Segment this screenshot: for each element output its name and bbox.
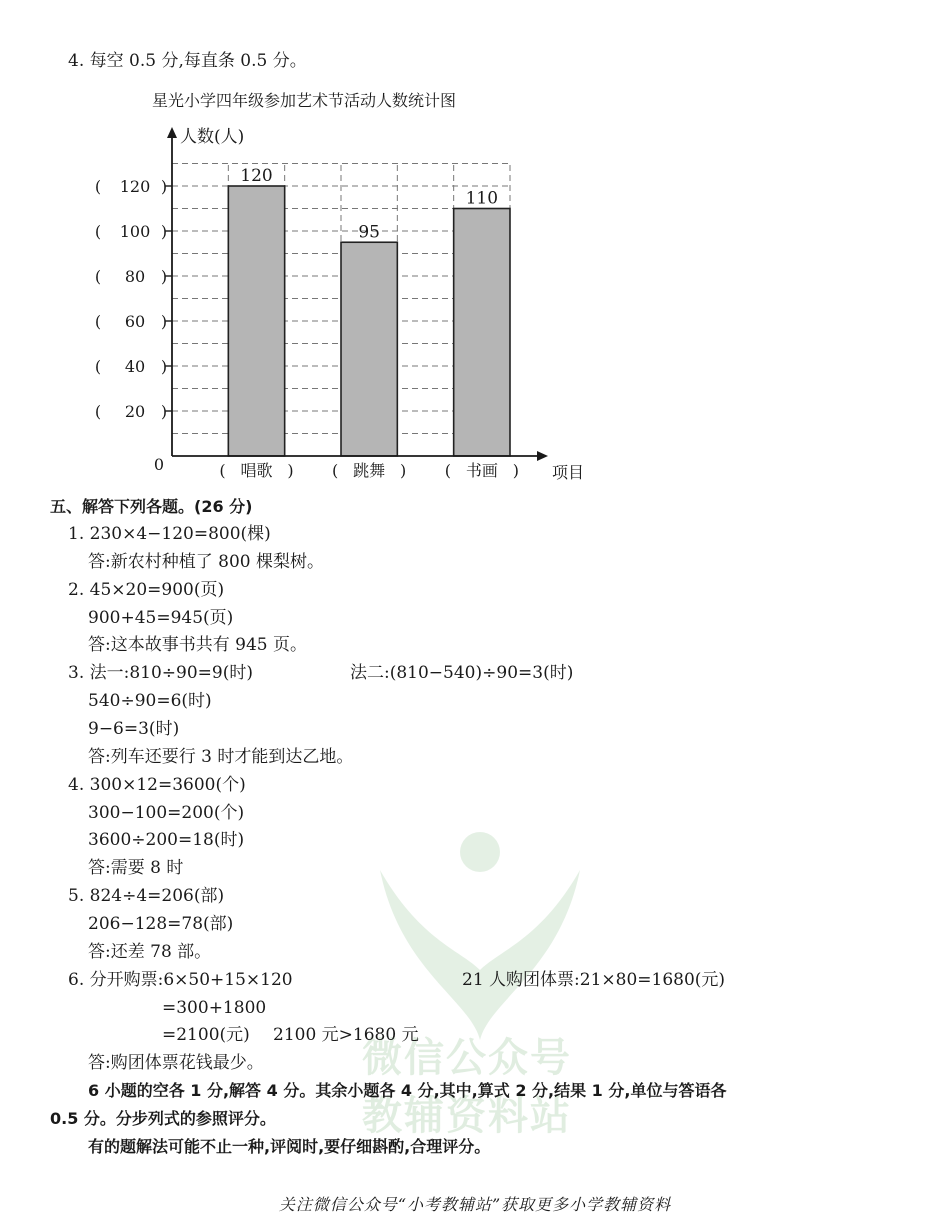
answer-line: 答:需要 8 时	[88, 858, 184, 878]
answer-line: 法二:(810−540)÷90=3(时)	[350, 663, 574, 683]
scoring-note: 0.5 分。分步列式的参照评分。	[50, 1109, 276, 1128]
watermark-text-2: 教辅资料站	[362, 1093, 572, 1139]
chart-title: 星光小学四年级参加艺术节活动人数统计图	[152, 91, 457, 110]
scoring-note: 有的题解法可能不止一种,评阅时,要仔细斟酌,合理评分。	[88, 1137, 491, 1156]
paren: (	[94, 402, 102, 421]
x-tick-label: 跳舞	[353, 461, 386, 480]
bar-书画	[454, 209, 510, 457]
y-tick-label: 120	[119, 177, 151, 196]
answer-line: 900+45=945(页)	[88, 608, 234, 628]
y-tick-label: 20	[124, 402, 146, 421]
answer-line: 2100 元>1680 元	[273, 1025, 419, 1045]
paren: )	[160, 402, 168, 421]
answer-line: 4. 300×12=3600(个)	[68, 775, 246, 795]
answer-line: 答:列车还要行 3 时才能到达乙地。	[88, 747, 354, 767]
paren: (	[94, 312, 102, 331]
bar-chart	[60, 120, 600, 490]
answer-line: 6. 分开购票:6×50+15×120	[68, 970, 293, 990]
paren: )	[160, 357, 168, 376]
y-tick-label: 80	[124, 267, 146, 286]
paren: (	[94, 222, 102, 241]
answer-line: 300−100=200(个)	[88, 803, 245, 823]
paren: (	[444, 461, 451, 480]
y-axis-arrow	[167, 127, 177, 138]
paren: (	[94, 357, 102, 376]
x-axis-label: 项目	[552, 463, 585, 482]
x-tick-label: 书画	[465, 461, 498, 480]
x-tick-label: 唱歌	[240, 461, 273, 480]
answer-line: 1. 230×4−120=800(棵)	[68, 524, 271, 544]
paren: (	[332, 461, 339, 480]
y-tick-label: 40	[124, 357, 146, 376]
paren: )	[512, 461, 519, 480]
bar-value-label: 120	[240, 166, 273, 186]
origin-label: 0	[153, 455, 164, 474]
paren: )	[160, 267, 168, 286]
answer-line: 540÷90=6(时)	[88, 691, 212, 711]
y-tick-label: 60	[124, 312, 146, 331]
paren: )	[287, 461, 294, 480]
watermark-text-1: 微信公众号	[362, 1035, 572, 1081]
answer-line: 5. 824÷4=206(部)	[68, 886, 225, 906]
answer-line: 答:新农村种植了 800 棵梨树。	[88, 552, 324, 572]
paren: )	[160, 312, 168, 331]
section-heading: 五、解答下列各题。(26 分)	[50, 497, 253, 516]
answer-line: =300+1800	[162, 998, 267, 1018]
paren: )	[400, 461, 407, 480]
answer-line: =2100(元)	[162, 1025, 250, 1045]
paren: )	[160, 177, 168, 196]
answer-line: 3600÷200=18(时)	[88, 830, 245, 850]
answer-line: 答:还差 78 部。	[88, 942, 212, 962]
bar-value-label: 110	[465, 188, 499, 209]
paren: (	[219, 461, 226, 480]
answer-line: 答:这本故事书共有 945 页。	[88, 635, 307, 655]
answer-line: 21 人购团体票:21×80=1680(元)	[462, 970, 726, 990]
answer-line: 206−128=78(部)	[88, 914, 234, 934]
bar-唱歌	[228, 186, 284, 456]
answer-line: 3. 法一:810÷90=9(时)	[68, 663, 253, 683]
x-axis-arrow	[537, 451, 548, 461]
paren: )	[160, 222, 168, 241]
answer-line: 答:购团体票花钱最少。	[88, 1053, 264, 1073]
answer-line: 9−6=3(时)	[88, 719, 180, 739]
bar-跳舞	[341, 242, 397, 456]
grading-note: 4. 每空 0.5 分,每直条 0.5 分。	[68, 51, 307, 71]
y-axis-label: 人数(人)	[180, 127, 245, 147]
y-tick-label: 100	[119, 222, 151, 241]
footer-text: 关注微信公众号“小考教辅站”获取更多小学教辅资料	[278, 1195, 672, 1214]
paren: (	[94, 177, 102, 196]
scoring-note: 6 小题的空各 1 分,解答 4 分。其余小题各 4 分,其中,算式 2 分,结果 1 分,单位与答语各	[88, 1081, 727, 1100]
bar-value-label: 95	[358, 222, 380, 243]
paren: (	[94, 267, 102, 286]
answer-line: 2. 45×20=900(页)	[68, 580, 225, 600]
